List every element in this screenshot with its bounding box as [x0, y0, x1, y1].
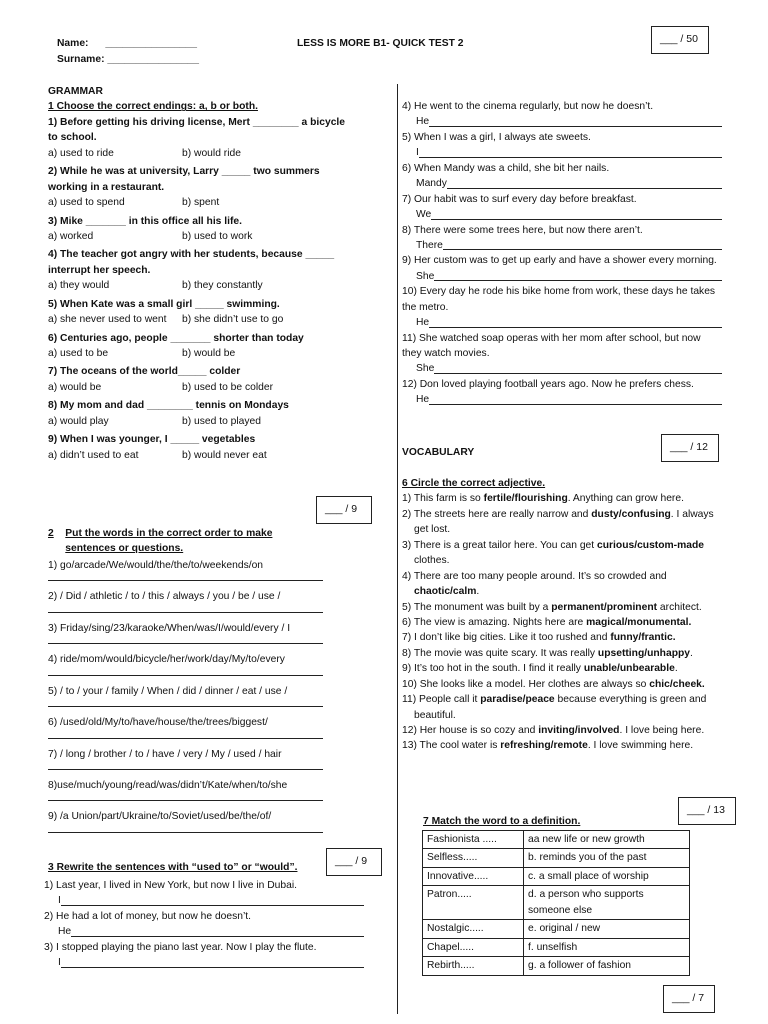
exercise-3-item	[402, 99, 722, 130]
exercise-1-question: 9) When I was younger, I _____ vegetables	[48, 434, 256, 446]
surname-blank[interactable]: ________________	[107, 54, 200, 65]
answer-start: She	[416, 270, 435, 282]
option-b[interactable]: b) used to work	[182, 230, 253, 242]
option-b[interactable]: b) they constantly	[182, 280, 263, 292]
answer-line[interactable]	[71, 924, 364, 936]
exercise-3-item	[44, 909, 364, 940]
answer-line[interactable]	[48, 636, 323, 644]
exercise-6-item	[402, 723, 722, 738]
exercise-2-prompt: 3) Friday/sing/23/karaoke/When/was/I/would/every / I	[48, 622, 291, 634]
exercise-2-prompt: 4) ride/mom/would/bicycle/her/work/day/My/to/every	[48, 654, 285, 666]
exercise-1-item	[48, 432, 348, 463]
adjective-choice[interactable]: curious/custom-made	[597, 539, 705, 551]
option-b[interactable]: b) she didn’t use to go	[182, 314, 284, 326]
answer-start: We	[416, 209, 432, 221]
exercise-2-title: Put the words in the correct order to make sentences or questions.	[65, 528, 273, 555]
sentence-text: 7) I don’t like big cities. Like it too rushed and	[402, 632, 611, 644]
total-score-box[interactable]: ___ / 50	[651, 26, 709, 54]
match-definition: c. a small place of worship	[524, 867, 690, 885]
answer-start: I	[58, 895, 61, 907]
exercise-3-answer-row	[402, 392, 722, 407]
option-a[interactable]: a) would be	[48, 381, 102, 393]
adjective-choice[interactable]: upsetting/unhappy	[597, 647, 691, 659]
answer-start: I	[58, 957, 61, 969]
exercise-2-item	[48, 652, 323, 675]
exercise-1-question: 4) The teacher got angry with her students, because _____ interrupt her speech.	[48, 249, 335, 276]
exercise-6-item	[402, 630, 722, 645]
sentence-text: 13) The cool water is	[402, 740, 501, 752]
answer-line[interactable]	[48, 825, 323, 833]
exercise-6-item	[402, 661, 722, 676]
exercise-2-item	[48, 715, 323, 738]
exercise-1-options	[48, 229, 348, 244]
exercise-2-prompt: 7) / long / brother / to / have / very / My / used / hair	[48, 748, 282, 760]
exercise-2-prompt: 6) /used/old/My/to/have/house/the/trees/biggest/	[48, 717, 268, 729]
exercise-3-list-left	[44, 878, 364, 971]
exercise-6-item	[402, 615, 722, 630]
answer-start: He	[416, 394, 430, 406]
exercise-3-answer-row	[402, 269, 722, 284]
option-a[interactable]: a) used to spend	[48, 197, 125, 209]
exercise-3-answer-row	[44, 924, 364, 939]
exercise-6-item	[402, 507, 722, 538]
option-b[interactable]: b) used to be colder	[182, 381, 274, 393]
answer-line[interactable]	[447, 176, 722, 188]
table-row	[423, 867, 690, 885]
exercise-3-answer-row	[402, 114, 722, 129]
exercise-3-item	[402, 223, 722, 254]
sentence-text: 6) The view is amazing. Nights here are	[402, 616, 587, 628]
sentence-text: . Anything can grow here.	[567, 493, 684, 505]
answer-line[interactable]	[61, 955, 364, 967]
exercise-3-sentence: 11) She watched soap operas with her mom after school, but now they watch movies.	[402, 332, 701, 359]
option-b[interactable]: b) used to played	[182, 415, 261, 427]
exercise-3-sentence: 9) Her custom was to get up early and have a shower every morning.	[402, 255, 717, 267]
sentence-text: . I love swimming here.	[587, 740, 694, 752]
exercise-1-item	[48, 115, 348, 161]
answer-line[interactable]	[48, 731, 323, 739]
option-a[interactable]: a) didn’t used to eat	[48, 449, 139, 461]
exercise-1-question: 3) Mike _______ in this office all his life.	[48, 215, 243, 227]
answer-line[interactable]	[61, 893, 364, 905]
sentence-text: 4) There are too many people around. It’s so crowded and	[402, 570, 667, 582]
surname-label: Surname: ________________	[57, 54, 200, 65]
answer-line[interactable]	[48, 793, 323, 801]
exercise-3-answer-row	[402, 238, 722, 253]
option-a[interactable]: a) used to be	[48, 348, 109, 359]
sentence-text: 8) The movie was quite scary. It was really	[402, 647, 598, 659]
exercise-2-item	[48, 621, 323, 644]
exercise-1-item	[48, 331, 348, 362]
exercise-3-answer-row	[44, 955, 364, 970]
matching-table	[422, 830, 690, 976]
exercise-1-item	[48, 247, 348, 293]
option-a[interactable]: a) she never used to went	[48, 314, 167, 326]
exercise-3-item	[402, 192, 722, 223]
answer-line[interactable]	[48, 605, 323, 613]
exercise-2-prompt: 5) / to / your / family / When / did / dinner / eat / use /	[48, 685, 288, 697]
adjective-choice[interactable]: inviting/involved	[538, 725, 620, 736]
match-definition: d. a person who supports someone else	[524, 886, 690, 920]
exercise-3-sentence: 2) He had a lot of money, but now he doesn’t.	[44, 910, 252, 922]
exercise-2-item	[48, 778, 323, 801]
option-b[interactable]: b) would ride	[182, 147, 241, 159]
exercise-1-options	[48, 195, 348, 210]
page-title: LESS IS MORE B1- QUICK TEST 2	[297, 38, 464, 49]
answer-line[interactable]	[434, 361, 722, 373]
exercise-1-question: 5) When Kate was a small girl _____ swimming.	[48, 298, 280, 310]
exercise-1-item	[48, 164, 348, 210]
option-a[interactable]: a) they would	[48, 280, 110, 292]
table-row	[423, 938, 690, 956]
exercise-6-title: 6 Circle the correct adjective.	[402, 478, 546, 489]
match-word[interactable]: Patron.....	[423, 886, 524, 920]
exercise-3-item	[402, 377, 722, 408]
exercise-1-score[interactable]: ___ / 9	[316, 496, 372, 524]
sentence-text: 5) The monument was built by a	[402, 601, 552, 613]
sentence-text: .	[674, 663, 678, 675]
exercise-1-item	[48, 398, 348, 429]
exercise-6-item	[402, 738, 722, 753]
exercise-6-item	[402, 538, 722, 569]
exercise-3-sentence: 6) When Mandy was a child, she bit her nails.	[402, 162, 610, 174]
table-row	[423, 957, 690, 975]
vocabulary-heading: VOCABULARY	[402, 447, 475, 458]
column-divider	[397, 84, 398, 1014]
name-label: Name: ________________	[57, 38, 197, 49]
exercise-1-question: 2) While he was at university, Larry _____ two summers working in a restaurant.	[48, 166, 320, 193]
answer-line[interactable]	[48, 699, 323, 707]
exercise-6-score[interactable]: ___ / 13	[678, 797, 736, 825]
option-a[interactable]: a) would play	[48, 415, 109, 427]
exercise-1-item	[48, 297, 348, 328]
answer-start: She	[416, 363, 435, 375]
answer-line[interactable]	[429, 315, 722, 327]
exercise-6-item	[402, 646, 722, 661]
exercise-2-number: 2	[48, 528, 54, 539]
option-a[interactable]: a) used to ride	[48, 147, 114, 159]
exercise-2-item	[48, 589, 323, 612]
exercise-1-options	[48, 312, 348, 327]
exercise-3-item	[44, 940, 364, 971]
sentence-text: . I love being here.	[619, 725, 705, 736]
exercise-1-list	[48, 115, 348, 463]
exercise-3-answer-row	[402, 176, 722, 191]
exercise-6-list	[402, 491, 722, 753]
answer-line[interactable]	[431, 207, 722, 219]
sentence-text: 2) The streets here are really narrow and	[402, 508, 592, 520]
exercise-3-item	[402, 284, 722, 330]
sentence-text: .	[476, 586, 480, 598]
exercise-3-answer-row	[44, 893, 364, 908]
sentence-text: 10) She looks like a model. Her clothes are always so	[402, 678, 650, 690]
answer-line[interactable]	[429, 114, 722, 126]
answer-start: He	[416, 317, 430, 329]
sentence-text: 11) People call it	[402, 694, 481, 706]
sentence-text: . I always get lost.	[414, 508, 714, 536]
exercise-3-list-right	[402, 99, 722, 408]
exercise-2-list	[48, 558, 323, 833]
sentence-text: because everything is green and beautiful.	[414, 694, 707, 721]
exercise-2-item	[48, 809, 323, 832]
adjective-choice[interactable]: refreshing/remote	[500, 740, 588, 752]
grammar-heading: GRAMMAR	[48, 86, 103, 97]
answer-start: Mandy	[416, 178, 447, 190]
exercise-1-options	[48, 278, 348, 293]
exercise-1-options	[48, 146, 348, 161]
match-definition: aa new life or new growth	[524, 831, 690, 849]
table-row	[423, 849, 690, 867]
exercise-3-sentence: 10) Every day he rode his bike home from work, these days he takes the metro.	[402, 286, 716, 313]
exercise-3-sentence: 4) He went to the cinema regularly, but now he doesn’t.	[402, 101, 654, 112]
adjective-choice[interactable]: funny/frantic.	[610, 632, 676, 644]
sentence-text: 3) There is a great tailor here. You can get	[402, 539, 598, 551]
table-row	[423, 920, 690, 938]
adjective-choice[interactable]: unable/unbearable	[583, 663, 675, 675]
exercise-1-options	[48, 448, 348, 463]
adjective-choice[interactable]: paradise/peace	[480, 694, 555, 706]
exercise-1-question: 8) My mom and dad ________ tennis on Mondays	[48, 400, 289, 412]
exercise-2-prompt: 2) / Did / athletic / to / this / always / you / be / use /	[48, 591, 281, 603]
exercise-2-item	[48, 684, 323, 707]
option-b[interactable]: b) spent	[182, 197, 220, 209]
adjective-choice[interactable]: chaotic/calm	[414, 586, 477, 598]
exercise-3-answer-row	[402, 315, 722, 330]
exercise-3-sentence: 8) There were some trees here, but now there aren’t.	[402, 224, 643, 236]
exercise-3-item	[402, 253, 722, 284]
exercise-3-sentence: 3) I stopped playing the piano last year. Now I play the flute.	[44, 941, 317, 953]
match-word[interactable]: Selfless.....	[423, 849, 524, 867]
exercise-3-item	[402, 161, 722, 192]
exercise-3-sentence: 12) Don loved playing football years ago. Now he prefers chess.	[402, 378, 694, 390]
match-word[interactable]: Rebirth.....	[423, 957, 524, 975]
exercise-2-item	[48, 747, 323, 770]
answer-line[interactable]	[48, 762, 323, 770]
exercise-3-item	[402, 331, 722, 377]
exercise-1-options	[48, 346, 348, 361]
exercise-6-item	[402, 491, 722, 506]
exercise-6-item	[402, 692, 722, 723]
exercise-6-item	[402, 569, 722, 600]
match-definition: g. a follower of fashion	[524, 957, 690, 975]
exercise-6-item	[402, 677, 722, 692]
adjective-choice[interactable]: chic/cheek.	[649, 678, 705, 690]
exercise-2-prompt: 1) go/arcade/We/would/the/the/to/weekends/on	[48, 559, 264, 571]
exercise-3-answer-row	[402, 361, 722, 376]
exercise-1-question: 6) Centuries ago, people _______ shorter than today	[48, 332, 304, 344]
match-definition: e. original / new	[524, 920, 690, 938]
answer-start: I	[416, 147, 419, 159]
sentence-text: 12) Her house is so cozy and	[402, 725, 539, 736]
exercise-3-score[interactable]: ___ / 9	[326, 848, 382, 876]
option-b[interactable]: b) would never eat	[182, 449, 267, 461]
adjective-choice[interactable]: permanent/prominent	[551, 601, 658, 613]
table-row	[423, 886, 690, 920]
exercise-2-prompt: 9) /a Union/part/Ukraine/to/Soviet/used/be/the/of/	[48, 811, 272, 823]
exercise-3-sentence: 7) Our habit was to surf every day before breakfast.	[402, 193, 637, 205]
exercise-3-sentence: 5) When I was a girl, I always ate sweets.	[402, 131, 591, 143]
match-word[interactable]: Chapel.....	[423, 938, 524, 956]
sentence-text: clothes.	[414, 555, 450, 567]
match-word[interactable]: Fashionista .....	[423, 831, 524, 849]
answer-start: He	[58, 926, 72, 938]
option-b[interactable]: b) would be	[182, 348, 236, 359]
adjective-choice[interactable]: fertile/flourishing	[483, 493, 568, 505]
sentence-text: .	[690, 647, 693, 659]
exercise-6	[402, 476, 722, 754]
match-definition: f. unselfish	[524, 938, 690, 956]
option-a[interactable]: a) worked	[48, 230, 94, 242]
answer-line[interactable]	[443, 238, 722, 250]
exercise-6-item	[402, 600, 722, 615]
exercise-7-score[interactable]: ___ / 7	[663, 985, 715, 1013]
answer-line[interactable]	[48, 573, 323, 581]
exercise-1-title: 1 Choose the correct endings: a, b or both.	[48, 101, 258, 113]
table-row	[423, 831, 690, 849]
sentence-text: architect.	[657, 601, 702, 613]
exercise-3-sentence: 1) Last year, I lived in New York, but now I live in Dubai.	[44, 880, 297, 891]
exercise-1-options	[48, 380, 348, 395]
exercise-2-item	[48, 558, 323, 581]
sentence-text: 1) This farm is so	[402, 493, 484, 505]
exercise-3-item	[402, 130, 722, 161]
left-column	[48, 84, 348, 466]
adjective-choice[interactable]: dusty/confusing	[591, 508, 671, 520]
answer-start: There	[416, 239, 443, 251]
adjective-choice[interactable]: magical/monumental.	[586, 616, 692, 628]
exercise-1-options	[48, 414, 348, 429]
exercise-1-item	[48, 364, 348, 395]
match-definition: b. reminds you of the past	[524, 849, 690, 867]
exercise-1-item	[48, 214, 348, 245]
answer-start: He	[416, 116, 430, 128]
exercise-3-item	[44, 878, 364, 909]
exercise-1-question: 7) The oceans of the world_____ colder	[48, 366, 241, 378]
exercise-1-question: 1) Before getting his driving license, Mert ________ a bicycle to school.	[48, 116, 346, 144]
exercise-3-answer-row	[402, 207, 722, 222]
exercise-7-title: 7 Match the word to a definition.	[423, 816, 581, 827]
exercise-2	[48, 526, 323, 841]
answer-line[interactable]	[419, 145, 722, 157]
answer-line[interactable]	[434, 269, 722, 281]
match-word[interactable]: Innovative.....	[423, 867, 524, 885]
sentence-text: 9) It’s too hot in the south. I find it really	[402, 663, 584, 675]
exercise-3-answer-row	[402, 145, 722, 160]
name-blank[interactable]: ________________	[105, 38, 197, 49]
vocabulary-score[interactable]: ___ / 12	[661, 434, 719, 462]
exercise-2-prompt: 8)use/much/young/read/was/didn’t/Kate/when/to/she	[48, 779, 288, 791]
exercise-3-title: 3 Rewrite the sentences with “used to” or “would”.	[48, 862, 298, 873]
answer-line[interactable]	[429, 392, 722, 404]
answer-line[interactable]	[48, 668, 323, 676]
match-word[interactable]: Nostalgic.....	[423, 920, 524, 938]
